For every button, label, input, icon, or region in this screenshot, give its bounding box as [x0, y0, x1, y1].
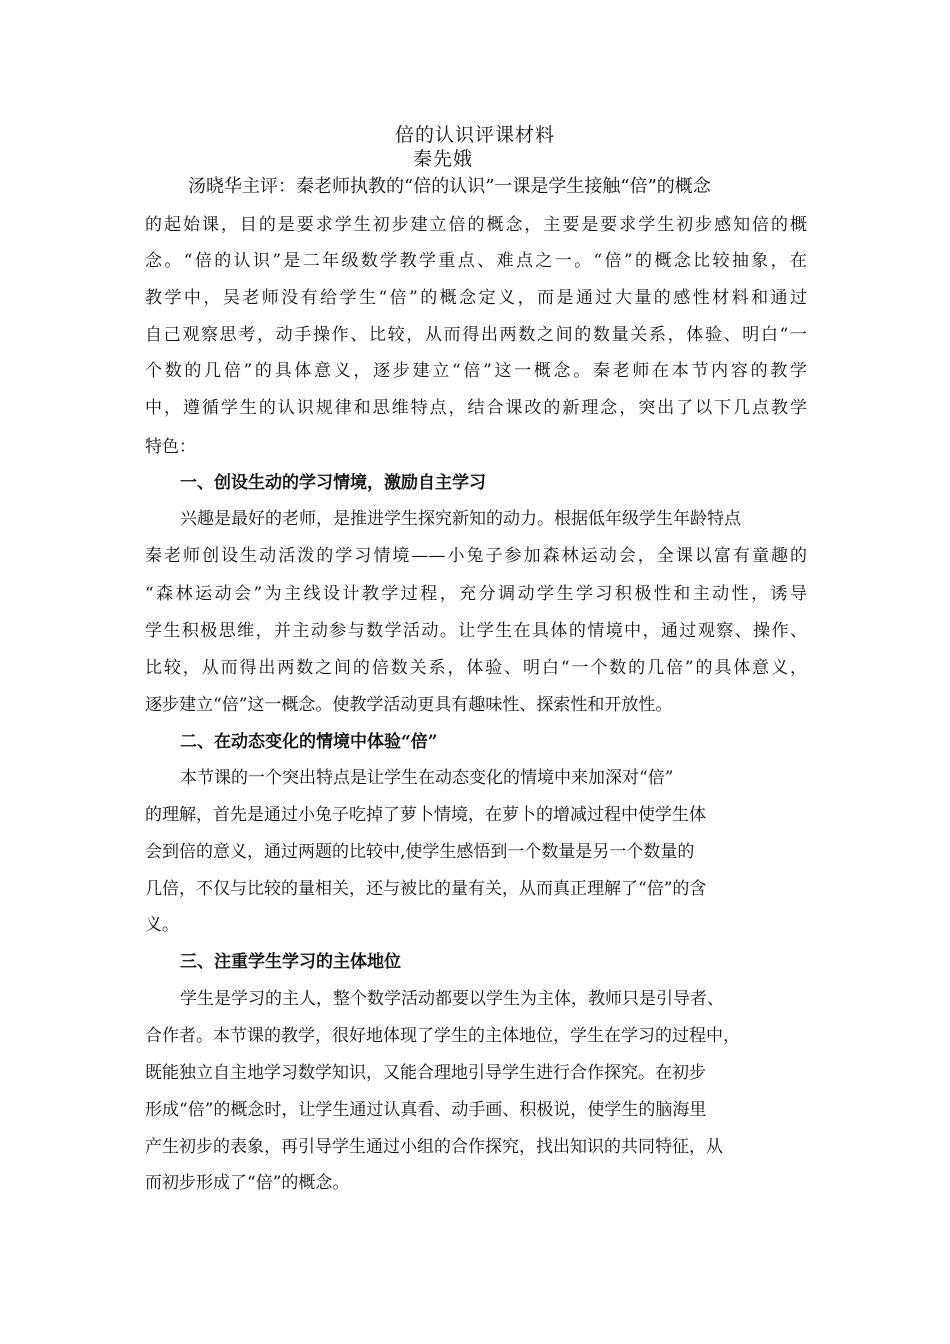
- section-line: 几倍，不仅与比较的量相关，还与被比的量有关，从而真正理解了“倍”的含: [145, 879, 707, 899]
- section-line: 兴趣是最好的老师，是推进学生探究新知的动力。根据低年级学生年龄特点: [180, 509, 741, 529]
- section-heading: 一、创设生动的学习情境，激励自主学习: [180, 473, 486, 493]
- section-heading: 二、在动态变化的情境中体验“倍”: [180, 732, 438, 752]
- intro-line: 特色：: [145, 437, 196, 457]
- section-line: 合作者。本节课的教学，很好地体现了学生的主体地位，学生在学习的过程中，: [145, 1026, 740, 1046]
- section-line: 会到倍的意义，通过两题的比较中,使学生感悟到一个数量是另一个数量的: [145, 842, 695, 862]
- document-author: 秦先娥: [413, 148, 474, 170]
- section-line: 学生是学习的主人，整个数学活动都要以学生为主体，教师只是引导者、: [180, 989, 724, 1009]
- section-line: 逐步建立“倍”这一概念。使教学活动更具有趣味性、探索性和开放性。: [145, 695, 673, 715]
- section-line: 形成“倍”的概念时，让学生通过认真看、动手画、积极说，使学生的脑海里: [145, 1100, 707, 1120]
- intro-line: 的起始课，目的是要求学生初步建立倍的概念，主要是要求学生初步感知倍的概: [145, 215, 807, 235]
- document-title: 倍的认识评课材料: [394, 124, 555, 146]
- section-line: 义。: [145, 915, 179, 935]
- section-line: 学生积极思维，并主动参与数学活动。让学生在具体的情境中，通过观察、操作、: [145, 621, 807, 641]
- section-line: 比较，从而得出两数之间的倍数关系，体验、明白“一个数的几倍”的具体意义，: [145, 658, 807, 678]
- intro-line: 念。“倍的认识”是二年级数学教学重点、难点之一。“倍”的概念比较抽象，在: [145, 251, 807, 271]
- intro-line: 教学中，吴老师没有给学生“倍”的概念定义，而是通过大量的感性材料和通过: [145, 288, 807, 308]
- intro-line: 中，遵循学生的认识规律和思维特点，结合课改的新理念，突出了以下几点教学: [145, 398, 807, 418]
- section-line: 本节课的一个突出特点是让学生在动态变化的情境中来加深对“倍”: [180, 768, 674, 788]
- section-line: 的理解，首先是通过小兔子吃掉了萝卜情境，在萝卜的增减过程中使学生体: [145, 805, 706, 825]
- section-line: “森林运动会”为主线设计教学过程，充分调动学生学习积极性和主动性，诱导: [145, 584, 807, 604]
- section-line: 秦老师创设生动活泼的学习情境——小兔子参加森林运动会，全课以富有童趣的: [145, 546, 807, 566]
- section-line: 而初步形成了“倍”的概念。: [145, 1173, 350, 1193]
- section-line: 产生初步的表象，再引导学生通过小组的合作探究，找出知识的共同特征，从: [145, 1137, 723, 1157]
- intro-line: 个数的几倍”的具体意义，逐步建立“倍”这一概念。秦老师在本节内容的教学: [145, 361, 807, 381]
- section-line: 既能独立自主地学习数学知识，又能合理地引导学生进行合作探究。在初步: [145, 1063, 706, 1083]
- intro-line: 汤晓华主评：秦老师执教的“倍的认识”一课是学生接触“倍”的概念: [188, 176, 711, 197]
- section-heading: 三、注重学生学习的主体地位: [180, 952, 401, 972]
- intro-line: 自己观察思考，动手操作、比较，从而得出两数之间的数量关系，体验、明白“一: [145, 325, 807, 345]
